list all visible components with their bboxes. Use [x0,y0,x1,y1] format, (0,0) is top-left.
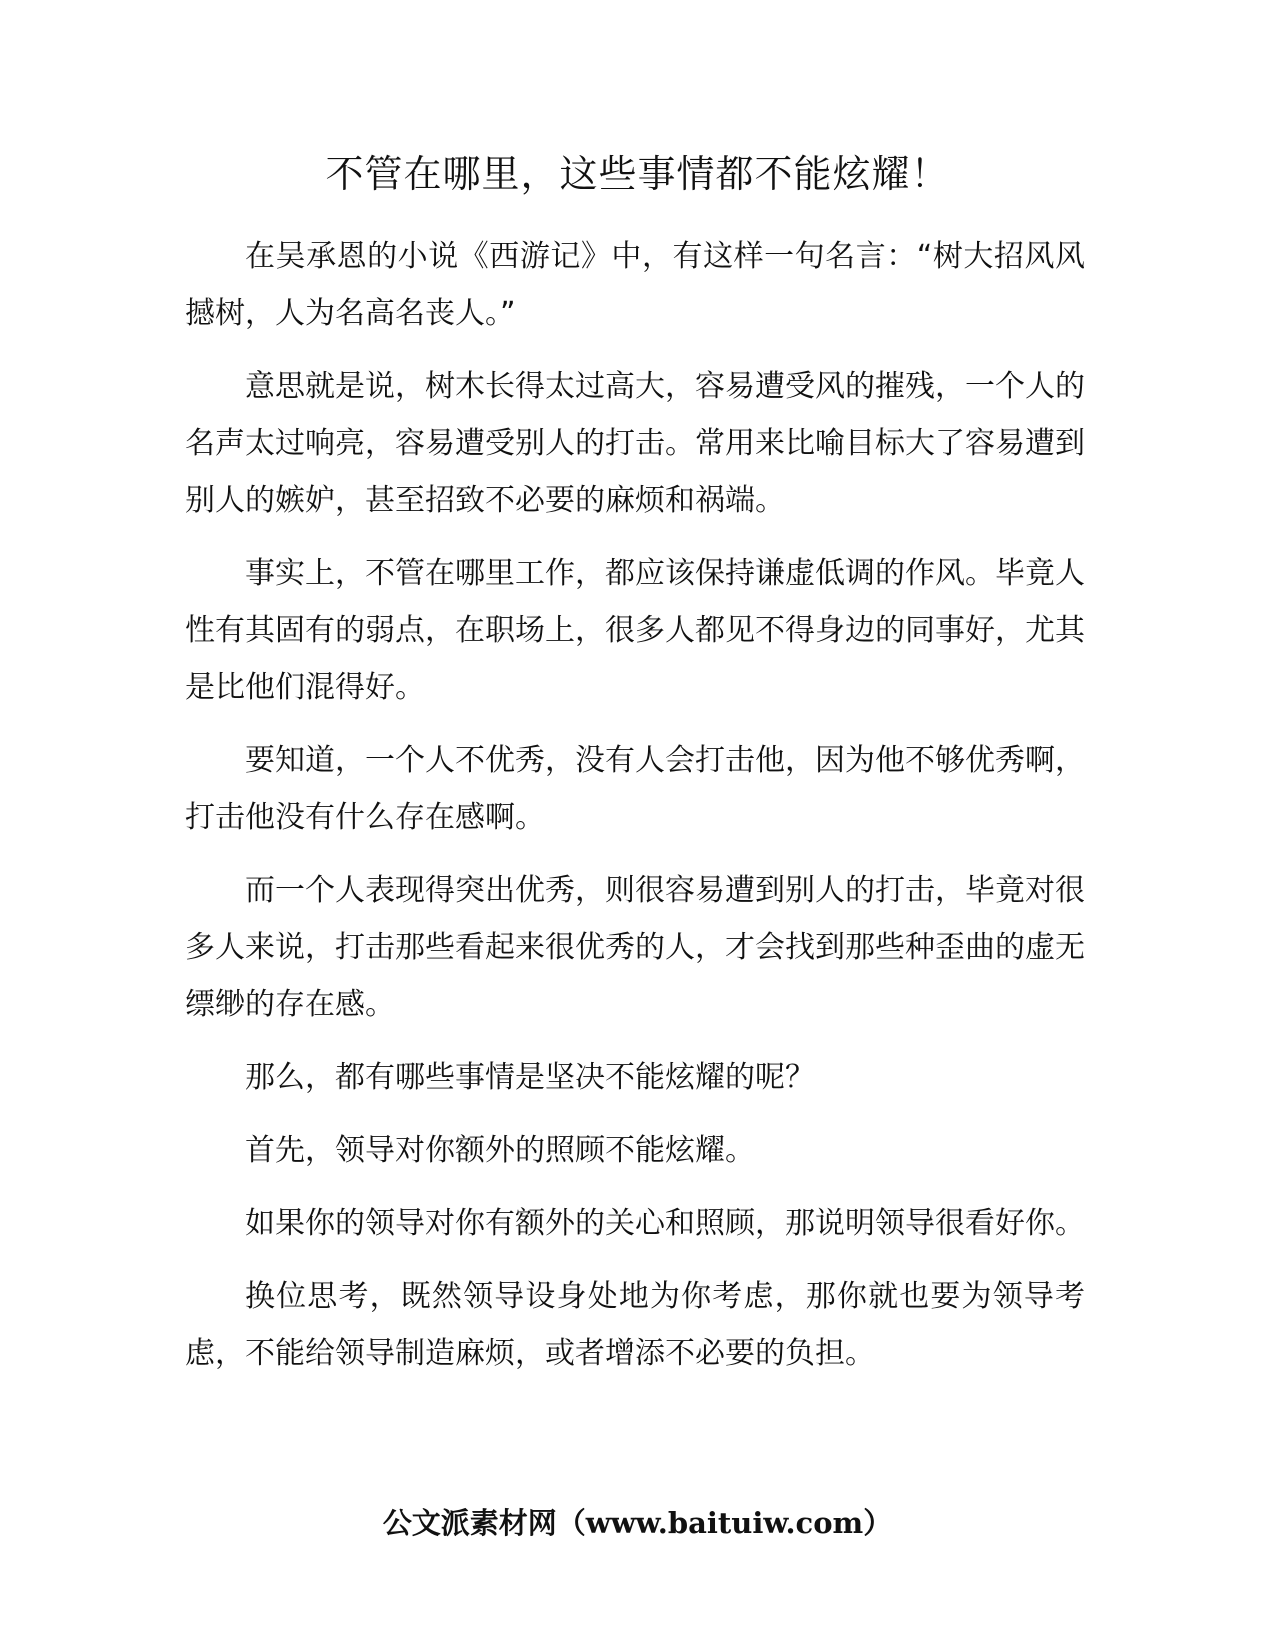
paragraph-3: 事实上，不管在哪里工作，都应该保持谦虚低调的作风。毕竟人性有其固有的弱点，在职场上，很多人都见不得身边的同事好，尤其是比他们混得好。 [185,556,1085,705]
paragraph-4: 要知道，一个人不优秀，没有人会打击他，因为他不够优秀啊，打击他没有什么存在感啊。 [185,743,1085,835]
paragraph-8: 如果你的领导对你有额外的关心和照顾，那说明领导很看好你。 [245,1206,1085,1241]
paragraph-5: 而一个人表现得突出优秀，则很容易遭到别人的打击，毕竟对很多人来说，打击那些看起来很优秀的人，才会找到那些种歪曲的虚无缥缈的存在感。 [185,873,1085,1022]
paragraph-1: 在吴承恩的小说《西游记》中，有这样一句名言：“树大招风风撼树，人为名高名丧人。” [185,239,1085,331]
footer-source: 公文派素材网（www.baituiw.com） [382,1506,893,1540]
paragraph-2: 意思就是说，树木长得太过高大，容易遭受风的摧残，一个人的名声太过响亮，容易遭受别人的打击。常用来比喻目标大了容易遭到别人的嫉妒，甚至招致不必要的麻烦和祸端。 [185,369,1085,518]
paragraph-6: 那么，都有哪些事情是坚决不能炫耀的呢？ [245,1060,815,1095]
document-body [185,228,1085,1398]
paragraph-9: 换位思考，既然领导设身处地为你考虑，那你就也要为领导考虑，不能给领导制造麻烦，或者增添不必要的负担。 [185,1279,1085,1371]
document-title: 不管在哪里，这些事情都不能炫耀！ [325,152,950,196]
paragraph-7: 首先，领导对你额外的照顾不能炫耀。 [245,1133,755,1168]
